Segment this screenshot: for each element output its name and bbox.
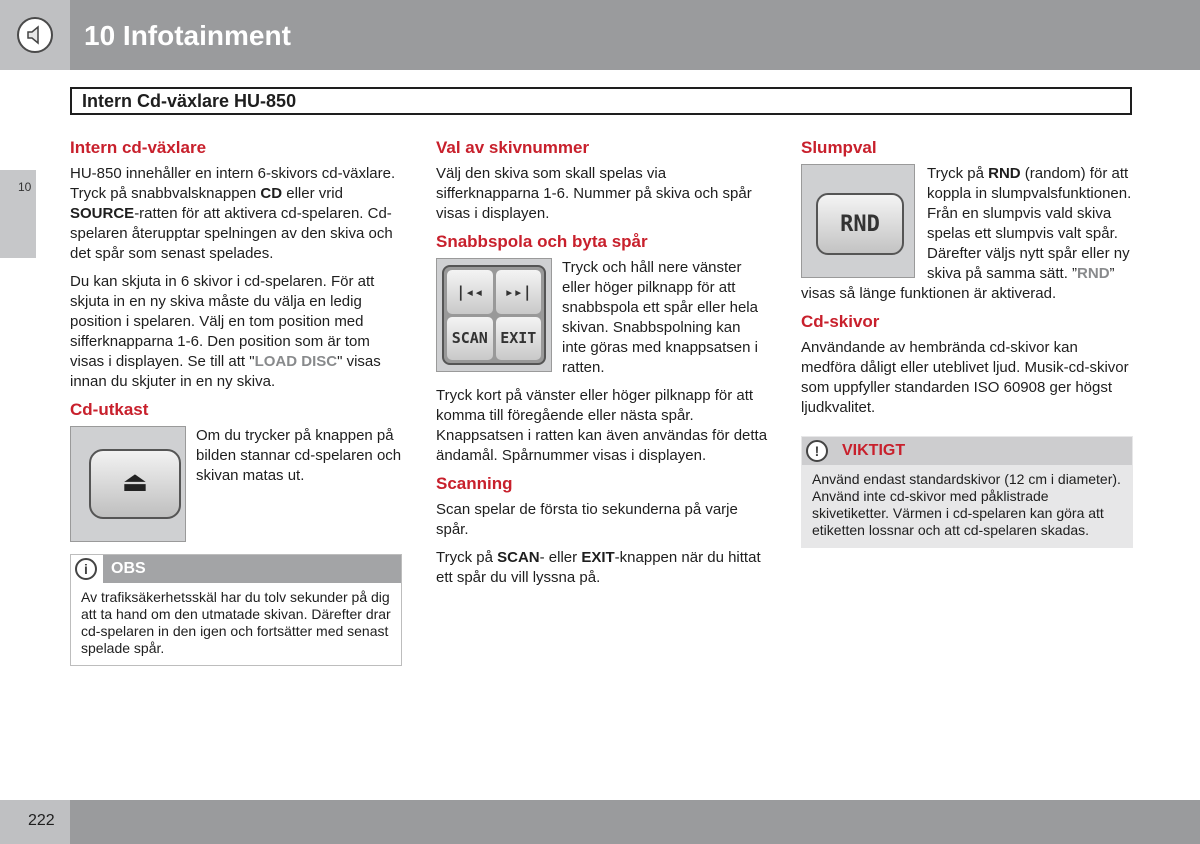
text-span: -knappen när du hittat ett spår du vill lyssna på. [436,549,761,586]
text-span: ” visas så länge funktionen är aktiverad. [801,265,1115,302]
bold-scan: SCAN [497,549,540,566]
heading-snabbspola: Snabbspola och byta spår [436,232,648,251]
viktigt-note [801,436,1133,548]
text-span: - eller [539,549,582,566]
exit-key: EXIT [496,317,542,361]
eject-button-image [70,426,186,542]
text-span: " visas innan du skjuter in en ny skiva. [70,353,381,390]
paragraph-eject: Om du trycker på knappen på bilden stannar cd-spelaren och skivan matas ut. [196,427,402,484]
bold-exit: EXIT [581,549,615,566]
prev-track-key: |◂◂ [447,270,493,314]
heading-cd-utkast: Cd-utkast [70,400,149,419]
text-span: Du kan skjuta in 6 skivor i cd-spelaren. För att skjuta in en ny skiva måste du välja en ledig position i spelaren. Välj en tom position med sifferknapparna 1-6. Den position som är tom visas i displayen. Se till att " [70,273,375,370]
bold-source: SOURCE [70,205,135,222]
paragraph-scan-exit [436,548,768,588]
column-2 [436,138,768,596]
chapter-title: 10 Infotainment [84,20,291,51]
page-number: 222 [28,812,55,829]
scan-key: SCAN [447,317,493,361]
keypad-row [436,258,768,378]
warning-icon: ! [806,440,828,462]
heading-cd-skivor: Cd-skivor [801,312,880,331]
obs-note [70,554,402,666]
bold-rnd: RND [988,165,1021,182]
viktigt-label: VIKTIGT [842,442,906,459]
keypad-image [436,258,552,372]
header-bar [0,0,1200,70]
text-span: Tryck på [927,165,989,182]
paragraph-load [70,272,402,392]
side-tab-number: 10 [18,180,32,194]
bold-cd: CD [260,185,283,202]
obs-note-header [71,555,401,583]
heading-intern-cd-vaxlare: Intern cd-växlare [70,138,207,157]
chapter-side-tab [0,170,36,258]
info-icon: i [75,558,97,580]
eject-row [70,426,402,542]
obs-text: Av trafiksäkerhetsskäl har du tolv sekunder på dig att ta hand om den utmatade skivan. Därefter drar cd-spelaren in den igen och fortsätter med senast spelade spår. [81,589,391,656]
steering-keypad [442,265,546,365]
paragraph-snabbspola: Tryck och håll nere vänster eller höger pilknapp för att snabbspola ett spår eller hela skivan. Snabbspolning kan inte göras med knappsatsen i ratten. [562,259,758,376]
eject-icon: ⏏ [121,466,149,497]
paragraph-byta-spar: Tryck kort på vänster eller höger pilknapp för att komma till föregående eller nästa spår. Knappsatsen i ratten kan även användas för detta ändamål. Spårnummer visas i displayen. [436,387,768,464]
rnd-button: RND [816,193,904,255]
eject-button [89,449,181,519]
text-span: Tryck på [436,549,498,566]
next-track-key: ▸▸| [496,270,542,314]
text-span: HU-850 innehåller en intern 6-skivors cd-växlare. Tryck på snabbvalsknappen [70,165,396,202]
display-text-rnd: RND [1077,265,1110,282]
header-icon-area [0,0,70,70]
rnd-button-image [801,164,915,278]
display-text-load-disc: LOAD DISC [254,353,338,370]
section-header [70,87,1132,115]
column-3 [801,138,1133,548]
obs-label: OBS [111,560,146,577]
speaker-icon [17,17,53,53]
viktigt-text: Använd endast standardskivor (12 cm i diameter). Använd inte cd-skivor med påklistrade skivetiketter. Värmen i cd-spelaren kan göra att etiketten lossnar och att cd-spelaren skadas. [812,471,1121,538]
text-span: eller vrid [282,185,343,202]
viktigt-note-header [802,437,1132,465]
paragraph-cd-skivor: Användande av hembrända cd-skivor kan medföra dåligt eller uteblivet ljud. Musik-cd-skivor som uppfyller standarden ISO 60908 ger högst ljudkvalitet. [801,339,1129,416]
section-title: Intern Cd-växlare HU-850 [82,91,297,111]
footer-left-block [0,800,70,844]
column-1 [70,138,402,666]
heading-scanning: Scanning [436,474,513,493]
text-span: -ratten för att aktivera cd-spelaren. Cd-spelaren återupptar spelningen av den skiva och det spår som senast spelades. [70,205,393,262]
text-span: (random) för att koppla in slumpvalsfunktionen. Från en slumpvis vald skiva spelas ett slumpvis valt spår. Därefter väljs nytt spår eller ny skiva på samma sätt. ” [927,165,1132,282]
paragraph-scanning: Scan spelar de första tio sekunderna på varje spår. [436,501,738,538]
footer-bar [0,800,1200,844]
heading-slumpval: Slumpval [801,138,877,157]
paragraph-skivnummer: Välj den skiva som skall spelas via sifferknapparna 1-6. Nummer på skiva och spår visas i displayen. [436,165,752,222]
paragraph-intro [70,164,402,264]
heading-val-av-skivnummer: Val av skivnummer [436,138,590,157]
